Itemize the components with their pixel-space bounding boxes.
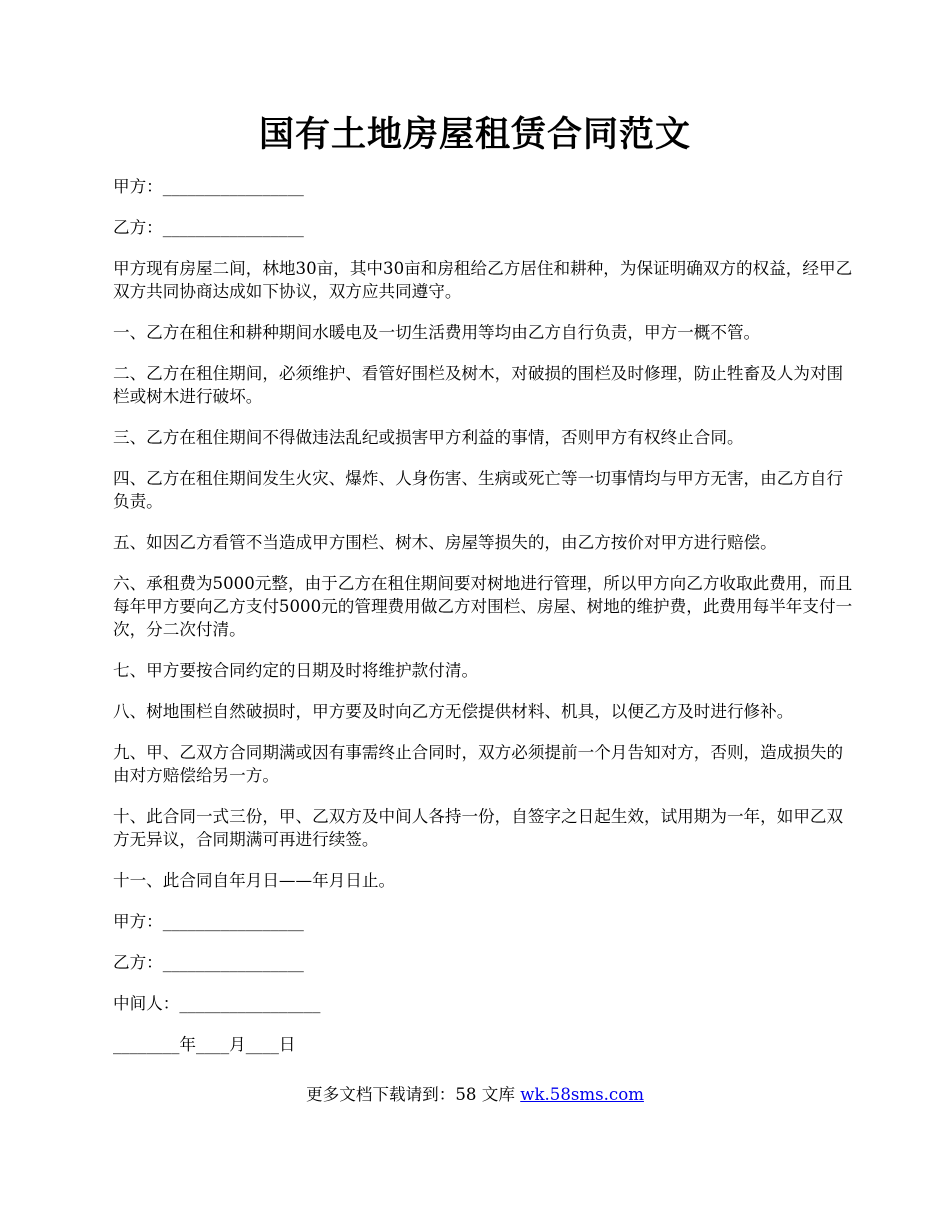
signature-middleman: 中间人：_________________ xyxy=(113,994,321,1013)
signature-party-a: 甲方：_________________ xyxy=(113,912,304,931)
clause-2: 二、乙方在租住期间，必须维护、看管好围栏及树木，对破损的围栏及时修理，防止牲畜及人为对围栏或树木进行破坏。 xyxy=(113,364,844,406)
clause-5: 五、如因乙方看管不当造成甲方围栏、树木、房屋等损失的，由乙方按价对甲方进行赔偿。 xyxy=(113,533,777,552)
clause-6: 六、承租费为5000元整，由于乙方在租住期间要对树地进行管理，所以甲方向乙方收取此费用，而且每年甲方要向乙方支付5000元的管理费用做乙方对围栏、房屋、树地的维护费，此费用每半年支付一次，分二次付清。 xyxy=(113,574,853,639)
intro-paragraph: 甲方现有房屋二间，林地30亩，其中30亩和房租给乙方居住和耕种，为保证明确双方的权益，经甲乙双方共同协商达成如下协议，双方应共同遵守。 xyxy=(113,259,853,301)
signature-date: ________年____月____日 xyxy=(113,1035,296,1054)
clause-3: 三、乙方在租住期间不得做违法乱纪或损害甲方利益的事情，否则甲方有权终止合同。 xyxy=(113,428,744,447)
footer-link[interactable]: wk.58sms.com xyxy=(520,1085,644,1104)
clause-4: 四、乙方在租住期间发生火灾、爆炸、人身伤害、生病或死亡等一切事情均与甲方无害，由乙方自行负责。 xyxy=(113,469,844,511)
footer xyxy=(0,1083,950,1107)
party-a-line: 甲方：_________________ xyxy=(113,177,304,196)
signature-party-b: 乙方：_________________ xyxy=(113,953,304,972)
footer-text: 更多文档下载请到：58 文库 xyxy=(306,1085,521,1104)
clause-10: 十、此合同一式三份，甲、乙双方及中间人各持一份，自签字之日起生效，试用期为一年，如甲乙双方无异议，合同期满可再进行续签。 xyxy=(113,807,844,849)
clause-11: 十一、此合同自年月日——年月日止。 xyxy=(113,871,396,890)
document-body xyxy=(113,175,858,1074)
clause-7: 七、甲方要按合同约定的日期及时将维护款付清。 xyxy=(113,661,479,680)
clause-9: 九、甲、乙双方合同期满或因有事需终止合同时，双方必须提前一个月告知对方，否则，造成损失的由对方赔偿给另一方。 xyxy=(113,743,844,785)
clause-1: 一、乙方在租住和耕种期间水暖电及一切生活费用等均由乙方自行负责，甲方一概不管。 xyxy=(113,323,761,342)
party-b-line: 乙方：_________________ xyxy=(113,218,304,237)
document-title: 国有土地房屋租赁合同范文 xyxy=(258,114,691,155)
clause-8: 八、树地围栏自然破损时，甲方要及时向乙方无偿提供材料、机具，以便乙方及时进行修补。 xyxy=(113,702,794,721)
